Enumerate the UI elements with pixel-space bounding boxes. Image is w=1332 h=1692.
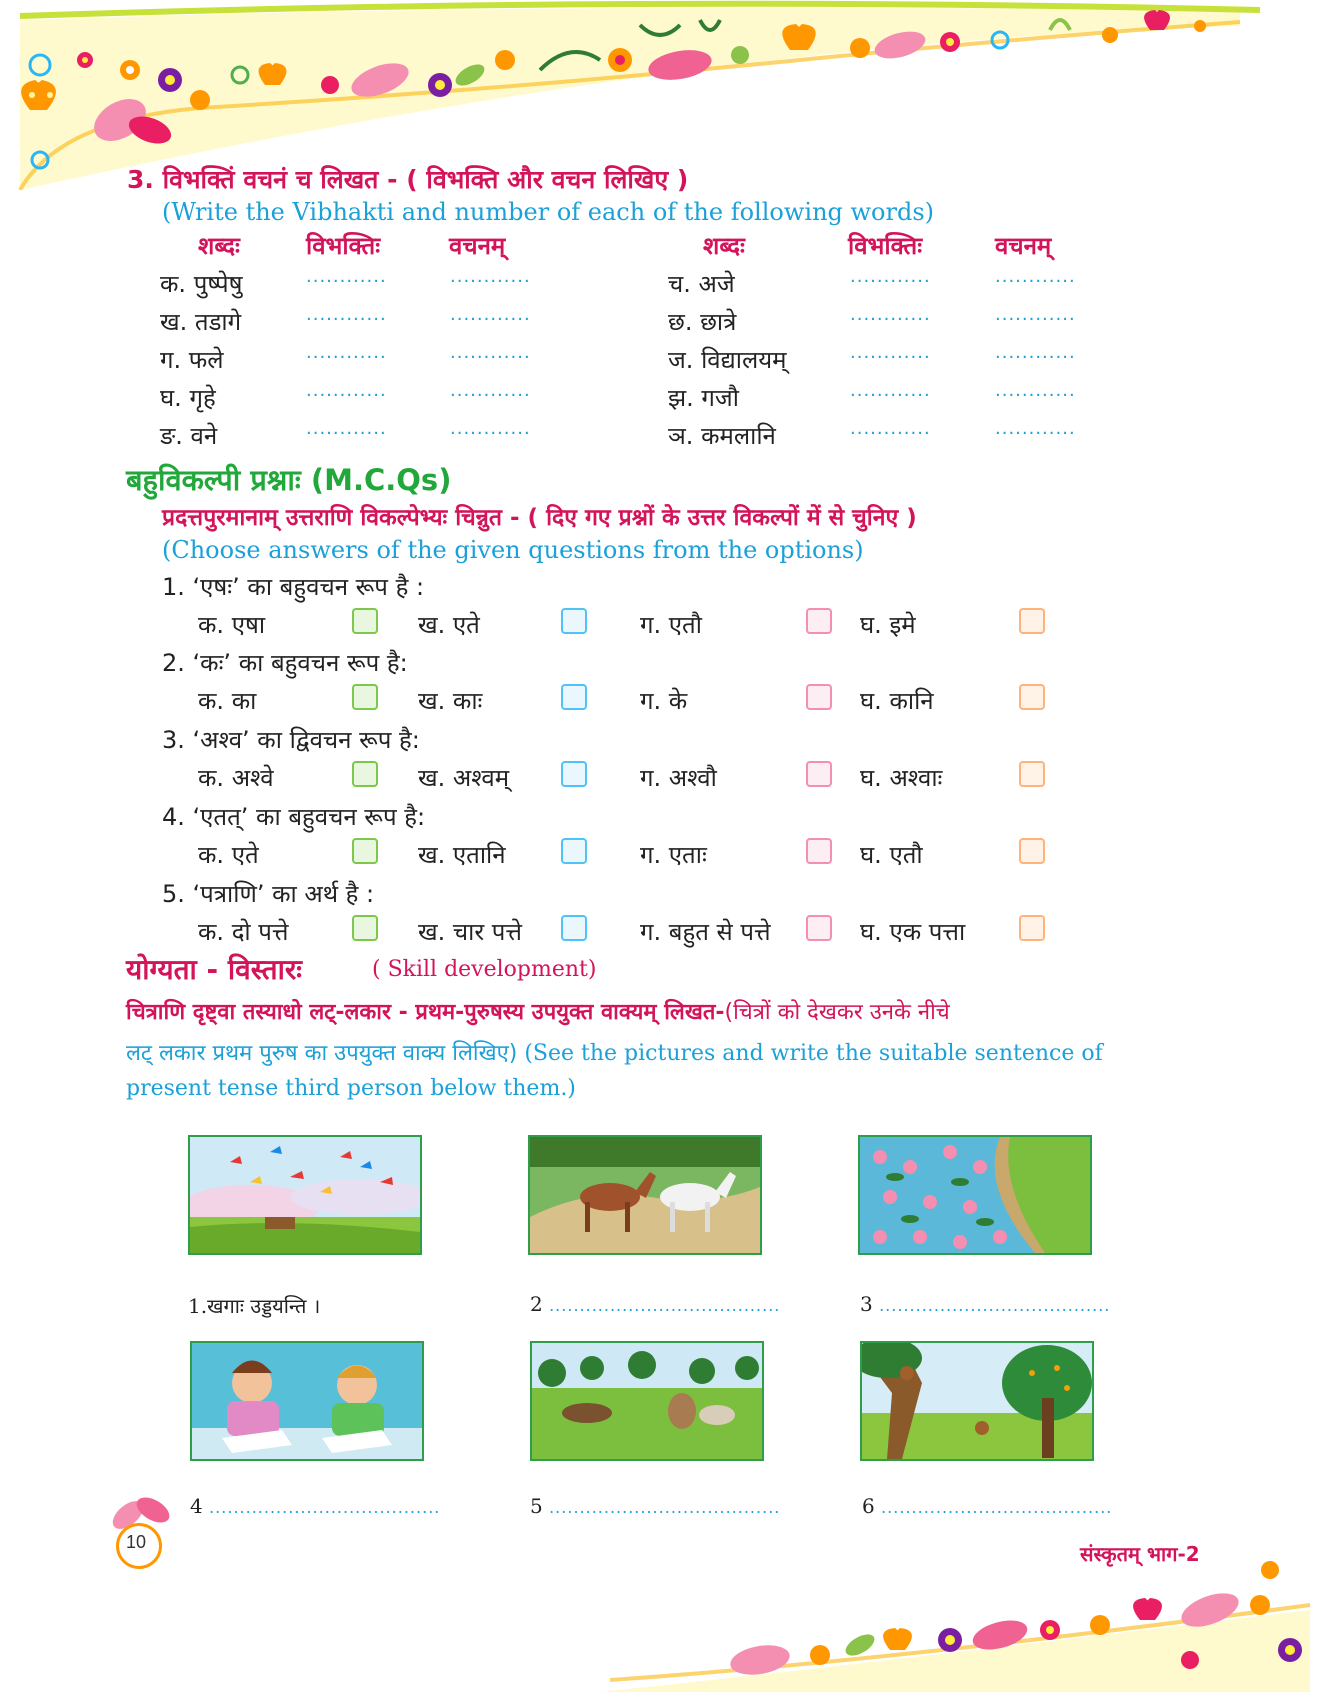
mcq-option-label: ग. के [640, 687, 688, 715]
word-item: च. अजे [668, 270, 735, 298]
picture-goats-grazing [530, 1341, 764, 1461]
mcq-option-checkbox[interactable] [1019, 838, 1045, 864]
mcq-option-label: ख. एतानि [418, 841, 506, 869]
mcq-option-checkbox[interactable] [561, 761, 587, 787]
answer-number: 3 [860, 1292, 873, 1316]
answer-blank[interactable]: ...................................... [209, 1498, 441, 1517]
blank-field[interactable]: ............ [450, 418, 531, 439]
mcq-option-checkbox[interactable] [1019, 608, 1045, 634]
word-item: ञ. कमलानि [668, 422, 776, 450]
mcq-option-label: ग. एताः [640, 841, 707, 869]
blank-field[interactable]: ............ [450, 342, 531, 363]
book-title: संस्कृतम् भाग-2 [1080, 1542, 1200, 1566]
mcq-option-label: क. एषा [198, 611, 266, 639]
mcq-option-checkbox[interactable] [561, 838, 587, 864]
mcq-option-label: घ. एतौ [860, 841, 923, 869]
blank-field[interactable]: ............ [995, 418, 1076, 439]
skill-instruction-line2-hi: लट् लकार प्रथम पुरुष का उपयुक्त वाक्य लिखिए) [126, 1041, 518, 1066]
picture-monkeys-tree [860, 1341, 1094, 1461]
mcq-option-checkbox[interactable] [1019, 684, 1045, 710]
answer-blank[interactable]: ...................................... [881, 1498, 1113, 1517]
word-item: क. पुष्पेषु [160, 270, 243, 298]
blank-field[interactable]: ............ [850, 266, 931, 287]
mcq-option-label: घ. अश्वाः [860, 764, 943, 792]
mcq-option-label: क. का [198, 687, 257, 715]
mcq-question: 5. ‘पत्राणि’ का अर्थ है : [162, 880, 375, 908]
mcq-option-label: ख. काः [418, 687, 483, 715]
blank-field[interactable]: ............ [306, 342, 387, 363]
word-item: ज. विद्यालयम् [668, 346, 787, 374]
mcq-option-label: क. अश्वे [198, 764, 274, 792]
answer-2[interactable] [530, 1292, 780, 1316]
skill-heading-en: ( Skill development) [372, 957, 597, 982]
mcq-option-checkbox[interactable] [806, 684, 832, 710]
answer-number: 5 [530, 1494, 543, 1518]
word-item: झ. गजौ [668, 384, 739, 412]
mcq-option-label: घ. इमे [860, 611, 916, 639]
page-number: 10 [125, 1532, 147, 1552]
mcq-option-label: क. दो पत्ते [198, 918, 289, 946]
blank-field[interactable]: ............ [306, 380, 387, 401]
word-item: ङ. वने [160, 422, 218, 450]
answer-number: 6 [862, 1494, 875, 1518]
skill-instruction-line2-en: (See the pictures and write the suitable sentence of [524, 1041, 1103, 1066]
bottom-floral-border [0, 1550, 1332, 1692]
picture-horses-running [528, 1135, 762, 1255]
answer-blank[interactable]: ...................................... [549, 1296, 781, 1315]
exercise-3-title: 3. विभक्तिं वचनं च लिखत - ( विभक्ति और वचन लिखिए ) [127, 165, 689, 194]
mcq-instruction-en: (Choose answers of the given questions from the options) [162, 536, 864, 564]
page-number-badge [108, 1515, 168, 1565]
mcq-option-label: क. एते [198, 841, 259, 869]
answer-6[interactable] [862, 1494, 1112, 1518]
mcq-question: 2. ‘कः’ का बहुवचन रूप है: [162, 649, 408, 677]
mcq-option-checkbox[interactable] [806, 838, 832, 864]
mcq-question: 1. ‘एषः’ का बहुवचन रूप है : [162, 573, 425, 601]
mcq-heading: बहुविकल्पी प्रश्नाः (M.C.Qs) [126, 463, 452, 497]
blank-field[interactable]: ............ [850, 304, 931, 325]
mcq-option-checkbox[interactable] [1019, 761, 1045, 787]
blank-field[interactable]: ............ [306, 418, 387, 439]
blank-field[interactable]: ............ [450, 304, 531, 325]
mcq-option-label: ख. अश्वम् [418, 764, 510, 792]
blank-field[interactable]: ............ [306, 304, 387, 325]
mcq-question: 4. ‘एतत्’ का बहुवचन रूप है: [162, 803, 426, 831]
mcq-option-checkbox[interactable] [561, 915, 587, 941]
picture-birds-flying [188, 1135, 422, 1255]
blank-field[interactable]: ............ [995, 380, 1076, 401]
mcq-question: 3. ‘अश्व’ का द्विवचन रूप है: [162, 726, 420, 754]
header-vachan-left: वचनम् [449, 232, 506, 260]
mcq-option-checkbox[interactable] [1019, 915, 1045, 941]
blank-field[interactable]: ............ [995, 266, 1076, 287]
blank-field[interactable]: ............ [850, 418, 931, 439]
mcq-option-checkbox[interactable] [352, 761, 378, 787]
header-vachan-right: वचनम् [995, 232, 1052, 260]
word-item: छ. छात्रे [668, 308, 737, 336]
mcq-option-label: ग. एतौ [640, 611, 702, 639]
mcq-option-label: ख. एते [418, 611, 480, 639]
blank-field[interactable]: ............ [850, 342, 931, 363]
answer-blank[interactable]: ...................................... [549, 1498, 781, 1517]
mcq-instruction: प्रदत्तपुरमानाम् उत्तराणि विकल्पेभ्यः चिन्नुत - ( दिए गए प्रश्नों के उत्तर विकल्पों में से चुनिए ) [162, 505, 917, 531]
mcq-option-checkbox[interactable] [806, 761, 832, 787]
answer-blank[interactable]: ...................................... [879, 1296, 1111, 1315]
answer-1 [188, 1292, 320, 1319]
header-word-left: शब्दः [198, 232, 240, 260]
skill-instruction-line1 [126, 996, 950, 1026]
skill-instruction-hi: चित्राणि दृष्ट्वा तस्याधो लट्-लकार - प्रथम-पुरुषस्य उपयुक्त वाक्यम् लिखत- [126, 1000, 725, 1025]
mcq-option-checkbox[interactable] [561, 608, 587, 634]
header-vibhakti-left: विभक्तिः [306, 232, 381, 260]
mcq-option-checkbox[interactable] [352, 608, 378, 634]
blank-field[interactable]: ............ [995, 342, 1076, 363]
skill-instruction-line3: present tense third person below them.) [126, 1076, 576, 1101]
word-item: घ. गृहे [160, 384, 216, 412]
skill-instruction-line2 [126, 1037, 1103, 1067]
answer-5[interactable] [530, 1494, 780, 1518]
answer-number: 4 [190, 1494, 203, 1518]
mcq-option-checkbox[interactable] [806, 608, 832, 634]
word-item: ग. फले [160, 346, 224, 374]
mcq-option-label: घ. एक पत्ता [860, 918, 966, 946]
answer-4[interactable] [190, 1494, 440, 1518]
skill-heading: योग्यता - विस्तारः [126, 953, 302, 986]
answer-number: 2 [530, 1292, 543, 1316]
answer-3[interactable] [860, 1292, 1110, 1316]
mcq-option-label: ग. बहुत से पत्ते [640, 918, 771, 946]
blank-field[interactable]: ............ [850, 380, 931, 401]
exercise-3-subtitle: (Write the Vibhakti and number of each of the following words) [162, 198, 935, 226]
skill-instruction-hi2: (चित्रों को देखकर उनके नीचे [724, 1000, 950, 1025]
mcq-option-label: घ. कानि [860, 687, 934, 715]
blank-field[interactable]: ............ [450, 380, 531, 401]
answer-text: खगाः उड्डयन्ति । [207, 1294, 321, 1318]
word-item: ख. तडागे [160, 308, 242, 336]
header-vibhakti-right: विभक्तिः [848, 232, 923, 260]
picture-boys-writing [190, 1341, 424, 1461]
blank-field[interactable]: ............ [450, 266, 531, 287]
blank-field[interactable]: ............ [306, 266, 387, 287]
mcq-option-checkbox[interactable] [352, 838, 378, 864]
mcq-option-checkbox[interactable] [352, 915, 378, 941]
mcq-option-label: ग. अश्वौ [640, 764, 717, 792]
mcq-option-checkbox[interactable] [352, 684, 378, 710]
mcq-option-checkbox[interactable] [806, 915, 832, 941]
mcq-option-label: ख. चार पत्ते [418, 918, 523, 946]
answer-number: 1. [188, 1294, 208, 1318]
header-word-right: शब्दः [703, 232, 745, 260]
mcq-option-checkbox[interactable] [561, 684, 587, 710]
blank-field[interactable]: ............ [995, 304, 1076, 325]
picture-lotus-pond [858, 1135, 1092, 1255]
